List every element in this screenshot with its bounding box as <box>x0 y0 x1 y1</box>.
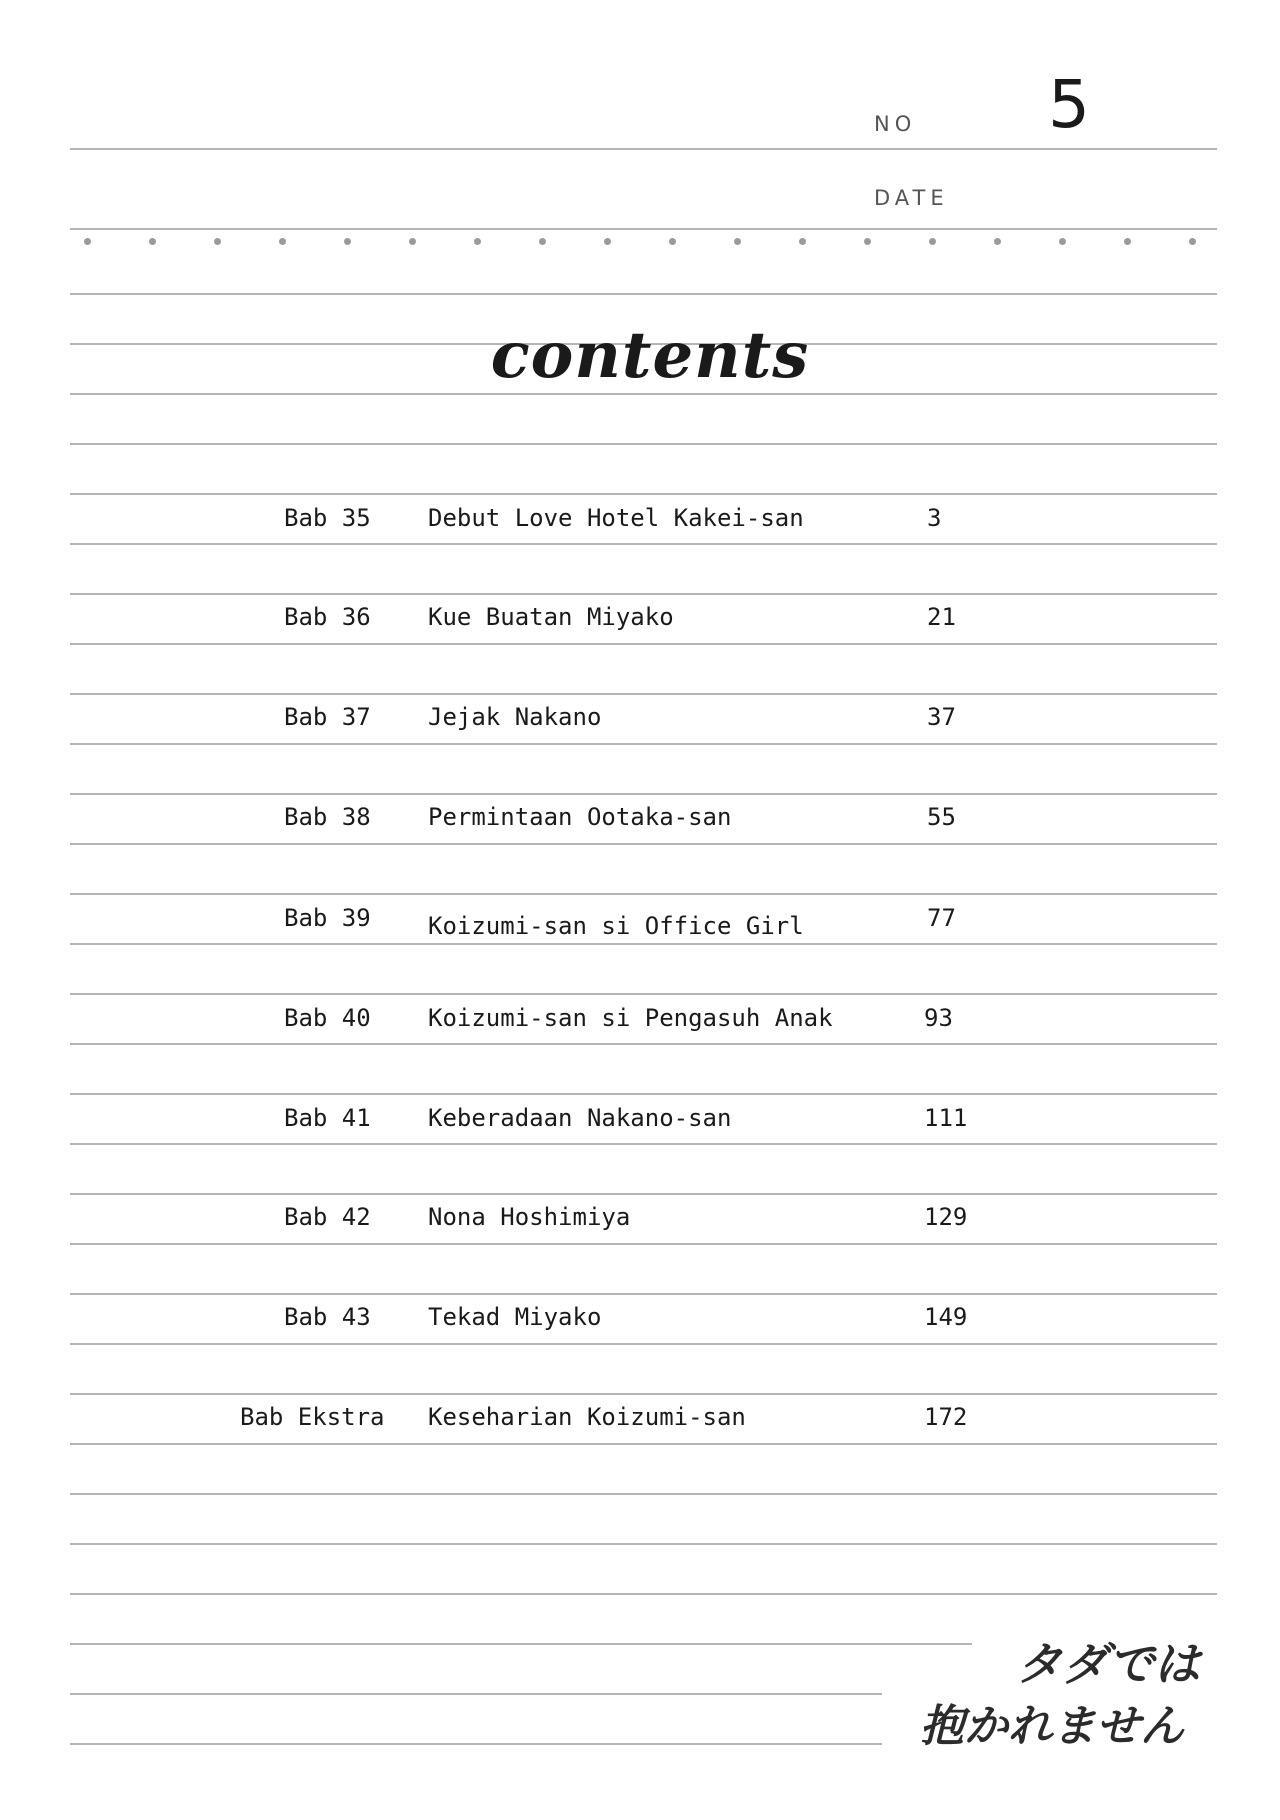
ruled-line <box>70 1093 1217 1095</box>
divider-dot <box>799 238 806 245</box>
toc-row <box>0 1403 1280 1443</box>
ruled-line <box>70 1543 1217 1545</box>
logo-text-line1: タダでは <box>1016 1637 1200 1691</box>
toc-page-number: 77 <box>927 904 956 932</box>
divider-dot <box>279 238 286 245</box>
ruled-line <box>70 993 1217 995</box>
divider-dot <box>344 238 351 245</box>
ruled-line <box>70 1343 1217 1345</box>
toc-page-number: 129 <box>924 1203 968 1231</box>
toc-row <box>0 504 1280 544</box>
toc-page-number: 55 <box>927 803 956 831</box>
divider-dot <box>1059 238 1066 245</box>
divider-dot <box>669 238 676 245</box>
logo-text-line2: 抱かれません <box>920 1701 1184 1752</box>
toc-page-number: 111 <box>924 1104 968 1132</box>
ruled-line <box>70 1193 1217 1195</box>
ruled-line <box>70 1643 972 1645</box>
toc-page-number: 172 <box>924 1403 968 1431</box>
divider-dot <box>1189 238 1196 245</box>
toc-chapter: Bab 38 <box>284 803 371 831</box>
toc-chapter-title: Permintaan Ootaka-san <box>428 803 732 831</box>
ruled-line <box>70 1293 1217 1295</box>
toc-chapter: Bab 35 <box>284 504 371 532</box>
divider-dot <box>604 238 611 245</box>
ruled-line <box>70 743 1217 745</box>
toc-chapter-title: Koizumi-san si Pengasuh Anak <box>428 1004 833 1032</box>
toc-page-number: 37 <box>927 703 956 731</box>
ruled-line <box>70 1743 882 1745</box>
ruled-line <box>70 793 1217 795</box>
toc-row <box>0 1203 1280 1243</box>
toc-chapter-title: Tekad Miyako <box>428 1303 602 1331</box>
toc-chapter: Bab 39 <box>284 904 371 932</box>
toc-chapter-title: Kue Buatan Miyako <box>428 603 674 631</box>
divider-dot <box>84 238 91 245</box>
divider-dot <box>214 238 221 245</box>
divider-dot <box>539 238 546 245</box>
ruled-line <box>70 893 1217 895</box>
ruled-line <box>70 1393 1217 1395</box>
divider-dot <box>409 238 416 245</box>
toc-row <box>0 904 1280 944</box>
ruled-line <box>70 643 1217 645</box>
ruled-line <box>70 443 1217 445</box>
toc-page-number: 149 <box>924 1303 968 1331</box>
toc-chapter-title: Keseharian Koizumi-san <box>428 1403 746 1431</box>
ruled-line <box>70 493 1217 495</box>
toc-row <box>0 703 1280 743</box>
ruled-line <box>70 593 1217 595</box>
toc-row <box>0 803 1280 843</box>
toc-row <box>0 1303 1280 1343</box>
toc-page-number: 3 <box>927 504 942 532</box>
divider-dot <box>734 238 741 245</box>
divider-dot <box>864 238 871 245</box>
ruled-line <box>70 843 1217 845</box>
ruled-line <box>70 693 1217 695</box>
toc-chapter: Bab Ekstra <box>240 1403 385 1431</box>
toc-chapter-title: Koizumi-san si Office Girl <box>428 912 804 940</box>
ruled-line <box>70 1493 1217 1495</box>
toc-page-number: 21 <box>927 603 956 631</box>
toc-chapter-title: Nona Hoshimiya <box>428 1203 631 1231</box>
ruled-line <box>70 228 1217 230</box>
ruled-line <box>70 293 1217 295</box>
toc-chapter: Bab 41 <box>284 1104 371 1132</box>
toc-row <box>0 1104 1280 1144</box>
divider-dot <box>994 238 1001 245</box>
ruled-line <box>70 1243 1217 1245</box>
divider-dot <box>149 238 156 245</box>
dotted-divider <box>0 238 1280 248</box>
toc-chapter-title: Debut Love Hotel Kakei-san <box>428 504 804 532</box>
toc-chapter: Bab 37 <box>284 703 371 731</box>
volume-number: 5 <box>1048 66 1090 143</box>
toc-chapter-title: Keberadaan Nakano-san <box>428 1104 732 1132</box>
ruled-line <box>70 1593 1217 1595</box>
ruled-line <box>70 1443 1217 1445</box>
toc-row <box>0 1004 1280 1044</box>
divider-dot <box>929 238 936 245</box>
toc-row <box>0 603 1280 643</box>
toc-chapter: Bab 36 <box>284 603 371 631</box>
ruled-line <box>70 148 1217 150</box>
date-label: DATE <box>874 186 949 210</box>
ruled-line <box>70 393 1217 395</box>
divider-dot <box>474 238 481 245</box>
divider-dot <box>1124 238 1131 245</box>
toc-page-number: 93 <box>924 1004 953 1032</box>
toc-chapter-title: Jejak Nakano <box>428 703 602 731</box>
toc-chapter: Bab 43 <box>284 1303 371 1331</box>
toc-chapter: Bab 40 <box>284 1004 371 1032</box>
ruled-line <box>70 1693 882 1695</box>
toc-chapter: Bab 42 <box>284 1203 371 1231</box>
no-label: NO <box>874 112 917 136</box>
series-logo <box>920 1618 1230 1768</box>
page-title: contents <box>490 318 810 393</box>
